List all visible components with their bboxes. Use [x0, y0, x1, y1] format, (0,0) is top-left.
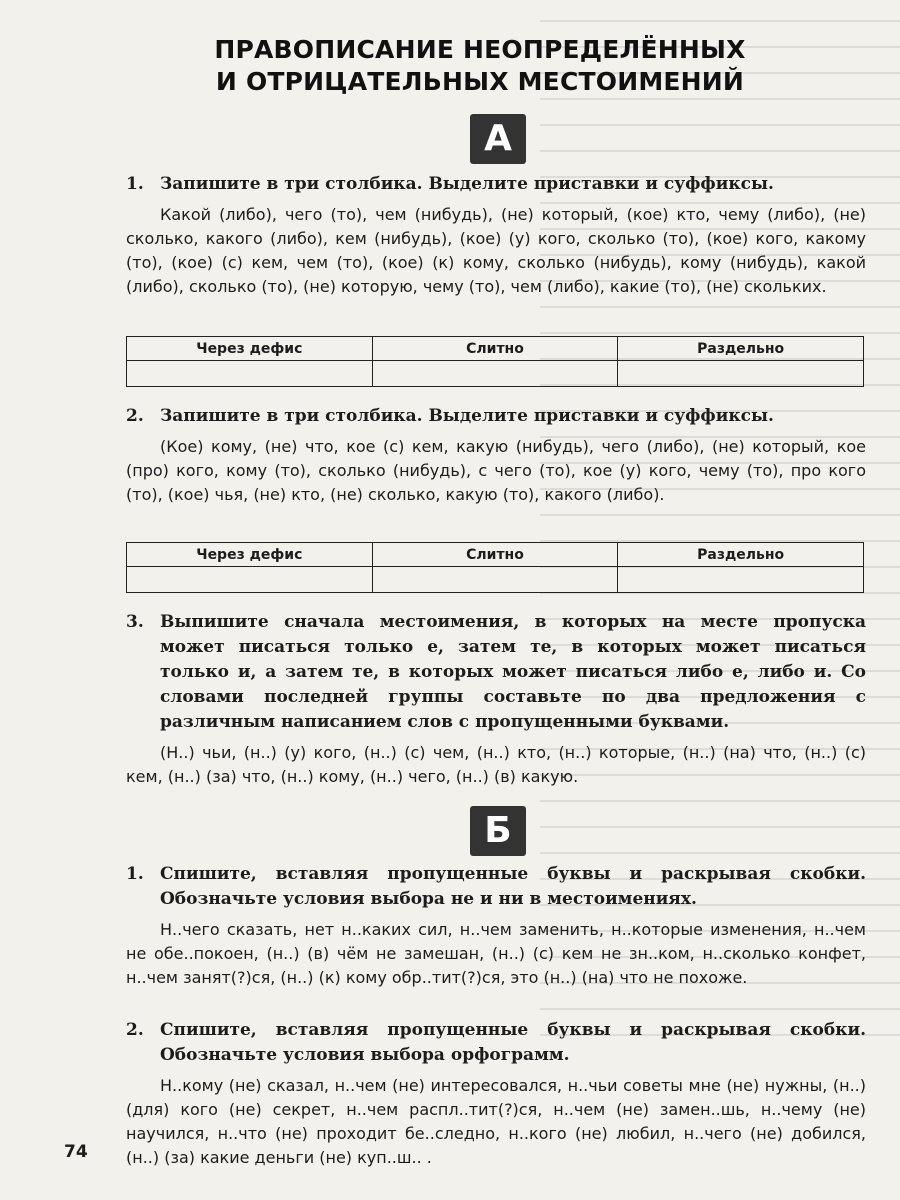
section-a-badge: А: [470, 114, 526, 164]
section-a-task-2: [126, 404, 866, 507]
answer-cell: [618, 567, 864, 593]
section-b-task-1: [126, 862, 866, 990]
page-number: 74: [64, 1142, 88, 1162]
section-b-badge: Б: [470, 806, 526, 856]
page-title: [200, 34, 760, 98]
answer-cell: [618, 361, 864, 387]
task-text: Какой (либо), чего (то), чем (нибудь), (не) который, (кое) кто, чему (либо), (не) сколько, какого (либо), кем (нибудь), (кое) (у) кого, сколько (то), (кое) кого, какому (то), (кое) (с) кем, чем (то), (кое) (к) кому, сколько (нибудь), кому (нибудь), какой (либо), сколько (то), (не) которую, чему (то), чем (либо), какие (то), (не) скольких.: [126, 205, 866, 296]
task-number: 1.: [126, 864, 144, 884]
column-header-separate: Раздельно: [618, 543, 864, 567]
section-b-task-2: [126, 1018, 866, 1170]
task-instruction: Спишите, вставляя пропущенные буквы и раскрывая скобки. Обозначьте условия выбора орфограмм.: [160, 1020, 866, 1065]
column-header-separate: Раздельно: [618, 337, 864, 361]
column-header-together: Слитно: [372, 543, 618, 567]
task-instruction: Выпишите сначала местоимения, в которых на месте пропуска может писаться только е, затем те, в которых может писаться только и, а затем те, в которых может писаться либо е, либо и. Со словами последней группы составьте по два предложения с различным написанием слов с пропущенными буквами.: [160, 612, 866, 732]
column-header-hyphen: Через дефис: [127, 337, 373, 361]
column-header-together: Слитно: [372, 337, 618, 361]
task-instruction: Запишите в три столбика. Выделите приставки и суффиксы.: [160, 174, 774, 194]
page-title-line-2: И ОТРИЦАТЕЛЬНЫХ МЕСТОИМЕНИЙ: [215, 67, 745, 96]
answer-cell: [127, 361, 373, 387]
task-instruction: Спишите, вставляя пропущенные буквы и раскрывая скобки. Обозначьте условия выбора не и ни в местоимениях.: [160, 864, 866, 909]
task-number: 2.: [126, 1020, 144, 1040]
column-header-hyphen: Через дефис: [127, 543, 373, 567]
task-number: 1.: [126, 174, 144, 194]
section-a-task-1: [126, 172, 866, 299]
task-text: (Кое) кому, (не) что, кое (с) кем, какую (нибудь), чего (либо), (не) который, кое (про) кого, кому (то), сколько (нибудь), с чего (то), кое (у) кого, чему (то), про кого (то), (кое) чья, (не) кто, (не) сколько, какую (то), какого (либо).: [126, 437, 866, 504]
page-title-line-1: ПРАВОПИСАНИЕ НЕОПРЕДЕЛЁННЫХ: [214, 35, 746, 64]
task-number: 2.: [126, 406, 144, 426]
answer-cell: [372, 361, 618, 387]
answer-table-2: [126, 542, 864, 593]
task-text: (Н..) чьи, (н..) (у) кого, (н..) (с) чем, (н..) кто, (н..) которые, (н..) (на) что, (н..) (с) кем, (н..) (за) что, (н..) кому, (н..) чего, (н..) (в) какую.: [126, 743, 866, 786]
task-text: Н..кому (не) сказал, н..чем (не) интересовался, н..чьи советы мне (не) нужны, (н..) (для) кого (не) секрет, н..чем распл..тит(?)ся, н..чем (не) замен..шь, н..чему (не) научился, н..что (не) проходит бе..следно, н..кого (не) любил, н..чего (не) добился, (н..) (за) какие деньги (не) куп..ш.. .: [126, 1076, 866, 1167]
answer-table-1: [126, 336, 864, 387]
answer-cell: [127, 567, 373, 593]
section-a-task-3: [126, 610, 866, 789]
task-text: Н..чего сказать, нет н..каких сил, н..чем заменить, н..которые изменения, н..чем не обе..покоен, (н..) (в) чём не замешан, (н..) (с) кем не зн..ком, н..сколько конфет, н..чем занят(?)ся, (н..) (к) кому обр..тит(?)ся, это (н..) (на) что не похоже.: [126, 920, 866, 987]
answer-cell: [372, 567, 618, 593]
task-number: 3.: [126, 612, 144, 632]
task-instruction: Запишите в три столбика. Выделите приставки и суффиксы.: [160, 406, 774, 426]
